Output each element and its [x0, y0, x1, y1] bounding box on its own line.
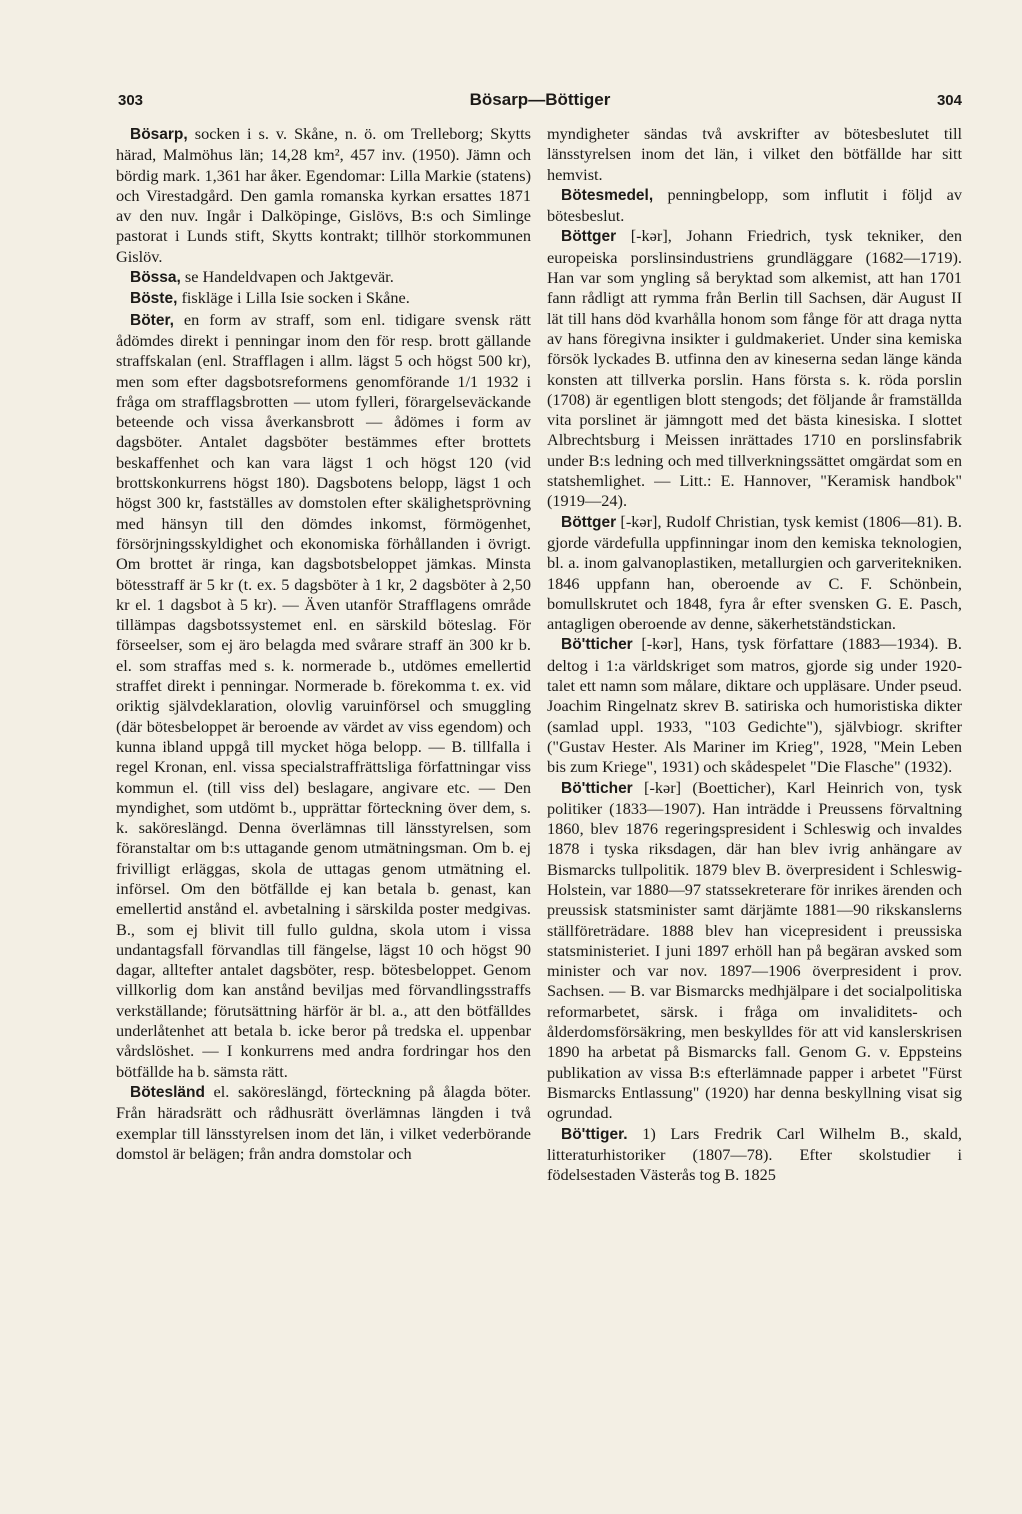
entry-botesmedel [547, 185, 962, 227]
left-column [116, 124, 531, 1164]
entry-text: en form av straff, som enl. tidigare svensk rätt ådömdes direkt i penningar inom den för resp. brott gällande straffskalan (enl. Strafflagen i allm. lägst 5 och högst 500 kr), men som efter dagsbotsreformens genomförande 1/1 1932 i fråga om strafflagsbrotten — utom fylleri, förargelseväckande beteende och vissa åverkansbrott — ådömes i form av dagsböter. Antalet dagsböter bestämmes efter brottets beskaffenhet och kan vara lägst 1 och högst 120 (vid brottskonkurrens högst 180). Dagsbotens belopp, lägst 1 och högst 300 kr, fastställes av domstolen efter skälighetsprövning med hänsyn till den dömdes inkomst, förmögenhet, försörjningsskyldighet och ekonomiska förhållanden i övrigt. Om brottet är ringa, kan dagsbotsbeloppet jämkas. Minsta bötesstraff är 5 kr (t. ex. 5 dagsböter à 1 kr, 2 dagsböter à 2,50 kr el. 1 dagsbot à 5 kr). — Även utanför Strafflagens område tillämpas dagsbotssystemet enl. en särskild böteslag. För förseelser, som ej äro belagda med svårare straff än 300 kr b. el. som straffas med s. k. normerade b., utdömes emellertid straffet direkt i penningar. Normerade b. förekomma t. ex. vid oriktig självdeklaration, olovlig varuinförsel och smuggling (där bötesbeloppet är beroende av värdet av viss egendom) och kunna ibland uppgå till mycket höga belopp. — B. tillfalla i regel Kronan, enl. vissa specialstraffrättsliga författningar viss kommun el. (till viss del) beslagare, angivare etc. — Den myndighet, som utdömt b., upprättar förteckning över dem, s. k. saköreslängd. Denna överlämnas till länsstyrelsen, som föranstaltar om b:s uttagande genom utmätningsman. Om b. ej frivilligt erläggas, skola de uttagas genom utmätning el. införsel. Om den bötfällde ej kan betala b. genast, kan emellertid anstånd el. avbetalning i särskilda poster medgivas. B., som ej blivit till fullo guldna, skola utom i vissa undantagsfall förvandlas till fängelse, lägst 10 och högst 90 dagar, alltefter antalet dagsböter, resp. bötesbeloppet. Genom villkorlig dom kan anstånd beviljas med förvandlingsstraffs verkställande; förutsättning härför är bl. a., att den bötfälldes underlåtenhet att betala b. icke beror på tredska el. uppenbar vårdslöshet. — I konkurrens med andra fordringar hos den bötfällde ha b. sämsta rätt. [116, 309, 531, 1081]
entry-text: el. saköreslängd, förteckning på ålagda böter. Från häradsrätt och rådhusrätt överlämnas längden i två exemplar till länsstyrelsen inom det län, i vilket vederbörande domstol är belägen; från andra domstolar och [116, 1081, 531, 1163]
entry-text: [-kər] (Boetticher), Karl Heinrich von, tysk politiker (1833—1907). Han inträdde i Preussens förvaltning 1860, blev 1876 regeringspresident i Schleswig och invaldes 1878 i tyska riksdagen, där han blev ivrig anhängare av Bismarcks tullpolitik. 1879 blev B. överpresident i Schleswig-Holstein, var 1880—97 statssekreterare för inrikes ärenden och preussisk statsminister samt därjämte 1881—90 rikskanslerns ställföreträdare. 1888 blev han vicepresident i preussiska statsministeriet. I juni 1897 erhöll han på begäran avsked som minister och var nov. 1897—1906 överpresident i prov. Sachsen. — B. var Bismarcks medhjälpare i det socialpolitiska reformarbetet, särsk. i fråga om invaliditets- och ålderdomsförsäkring, men beskylldes för att vid kanslerskrisen 1890 ha arbetat på Bismarcks fall. Genom G. v. Eppsteins publikation av vissa B:s efterlämnade papper i arbetet "Fürst Bismarcks Entlassung" (1920) har denna beskyllning visat sig ogrundad. [547, 777, 962, 1123]
entry-text: [-kər], Johann Friedrich, tysk tekniker, den europeiska porslinsindustriens grundläggare (1682—1719). Han var som yngling så beryktad som alkemist, att han 1701 fann rådligt att rymma från Berlin till Sachsen, där August II lät till hans död kvarhålla honom som fånge för att draga nytta av hans föregivna insikter i guldmakeriet. Under sina kemiska försök lyckades B. utfinna den av kineserna sedan länge kända konsten att tillverka porslin. Hans första s. k. röda porslin (1708) är egentligen blott stengods; det följande år framställda vita porslinet är jämngott med det bästa kinesiska. I slottet Albrechtsburg i Meissen inrättades 1710 en porslinsfabrik under B:s ledning och med tillverkningssättet omgärdat som en statshemlighet. — Litt.: E. Hannover, "Keramisk handbok" (1919—24). [547, 226, 962, 511]
page-header [118, 88, 962, 118]
headword: Böttger [561, 513, 617, 531]
headword: Böter, [130, 311, 174, 329]
entry-boter [116, 310, 531, 1082]
headword: Bössa, [130, 269, 181, 287]
headword: Böttger [561, 228, 617, 246]
headword: Bö'tticher [561, 779, 633, 797]
entry-boteslangd [116, 1082, 531, 1164]
entry-text: penningbelopp, som influtit i följd av bötesbeslut. [547, 184, 962, 226]
entry-bottger-johann [547, 226, 962, 511]
entry-text: socken i s. v. Skåne, n. ö. om Trelleborg; Skytts härad, Malmöhus län; 14,28 km², 457 inv. (1950). Jämn och bördig mark. 1,361 har åker. Egendomar: Lilla Markie (statens) och Virestadgård. Den gamla romanska kyrkan ersattes 1871 av den nuv. Ingår i Dalköpinge, Gislövs, B:s och Simlinge pastorat i Lunds stift, Skytts kontrakt; tillhör storkommunen Gislöv. [116, 124, 531, 266]
entry-boste [116, 288, 531, 309]
running-title: Bösarp—Böttiger [469, 90, 611, 109]
headword: Bö'tticher [561, 636, 633, 654]
headword: Bötesmedel, [561, 186, 654, 204]
headword: Bötesländ [130, 1083, 205, 1101]
entry-text: myndigheter sändas två avskrifter av bötesbeslutet till länsstyrelsen inom det län, i vilket den bötfällde har sitt hemvist. [547, 124, 962, 184]
right-column [547, 124, 962, 1185]
entry-bossa [116, 267, 531, 288]
entry-text: fiskläge i Lilla Isie socken i Skåne. [177, 288, 410, 308]
entry-botticher-karl [547, 778, 962, 1124]
headword: Bösarp, [130, 126, 188, 143]
entry-text: [-kər], Hans, tysk författare (1883—1934). B. deltog i 1:a världskriget som matros, gjorde sig under 1920-talet ett namn som målare, diktare och uppläsare. Under pseud. Joachim Ringelnatz skrev B. satiriska och humoristiska dikter (samlad uppl. 1933, "103 Gedichte"), självbiogr. skrifter ("Gustav Hester. Als Mariner im Krieg", 1928, "Mein Leben bis zum Kriege", 1931) och skådespelet "Die Flasche" (1932). [547, 634, 962, 777]
entry-text: se Handeldvapen och Jaktgevär. [180, 267, 394, 287]
entry-bosarp [116, 124, 531, 267]
entry-botticher-hans [547, 634, 962, 777]
entry-text: 1) Lars Fredrik Carl Wilhelm B., skald, litteraturhistoriker (1807—78). Efter skolstudier i födelsestaden Västerås tog B. 1825 [547, 1123, 962, 1185]
headword: Bö'ttiger. [561, 1125, 628, 1143]
headword: Böste, [130, 290, 178, 308]
entry-bottger-rudolf [547, 512, 962, 635]
page-number-left: 303 [118, 92, 144, 109]
page-number-right: 304 [936, 92, 962, 109]
entry-bottiger [547, 1124, 962, 1186]
entry-continuation [547, 124, 962, 185]
entry-text: [-kər], Rudolf Christian, tysk kemist (1806—81). B. gjorde värdefulla uppfinningar inom den kemiska teknologien, bl. a. inom galvanoplastiken, metallurgien och garveritekniken. 1846 uppfann han, oberoende av C. F. Schönbein, bomullskrutet och 1848, fyra år efter svensken G. E. Pasch, antagligen oberoende av denne, säkerhetständstickan. [547, 511, 962, 634]
